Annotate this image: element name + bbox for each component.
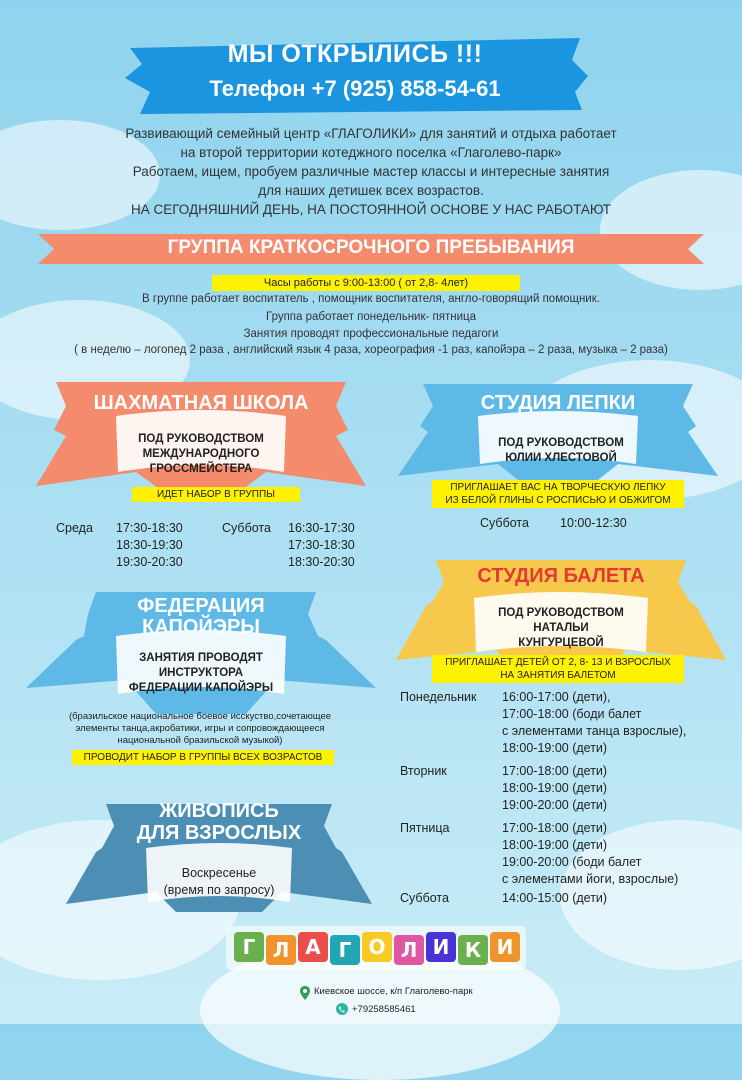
chess-time: 19:30-20:30 [116, 555, 183, 569]
ballet-time: 19:00-20:00 (боди балет [502, 855, 642, 869]
ballet-times [502, 763, 607, 814]
chess-lead [116, 432, 286, 477]
chess-lead-line: ГРОССМЕЙСТЕРА [149, 463, 253, 475]
painting-line: Воскресенье [181, 866, 257, 880]
logo-letter: И [490, 932, 520, 962]
header-title: МЫ ОТКРЫЛИСЬ !!! [227, 40, 483, 68]
capoeira-lead [116, 651, 286, 696]
ballet-lead-line: ПОД РУКОВОДСТВОМ [498, 607, 624, 619]
short-group-line: Занятия проводят профессиональные педагоги [243, 328, 499, 340]
capoeira-desc-line: (бразильское национальное боевое исскуство,сочетающее [68, 711, 332, 722]
chess-lead-line: ПОД РУКОВОДСТВОМ [138, 433, 264, 445]
ballet-time: 17:00-18:00 (боди балет [502, 707, 642, 721]
phone-icon [336, 1003, 348, 1015]
intro-line: Развивающий семейный центр «ГЛАГОЛИКИ» для занятий и отдыха работает [125, 126, 617, 141]
logo-letter: А [298, 932, 328, 962]
capoeira-lead-line: ФЕДЕРАЦИИ КАПОЙЭРЫ [128, 682, 274, 694]
ballet-lead [476, 606, 646, 651]
intro-line: Работаем, ищем, пробуем различные мастер классы и интересные занятия [132, 164, 610, 179]
ballet-time: 14:00-15:00 (дети) [502, 891, 608, 905]
ballet-time: 18:00-19:00 (дети) [502, 741, 608, 755]
capoeira-title-line: ФЕДЕРАЦИЯ [137, 595, 265, 617]
logo-letter: Л [266, 935, 296, 965]
ballet-tag [432, 655, 684, 683]
chess-day-wed: Среда [56, 521, 93, 535]
painting-title-line: ДЛЯ ВЗРОСЛЫХ [136, 822, 302, 844]
ballet-times [502, 890, 607, 907]
chess-time: 18:30-19:30 [116, 538, 183, 552]
ballet-day: Пятница [400, 821, 450, 835]
ballet-time: 18:00-19:00 (дети) [502, 781, 608, 795]
ballet-tag-line: ПРИГЛАШАЕТ ДЕТЕЙ ОТ 2, 8- 13 И ВЗРОСЛЫХ [445, 657, 671, 668]
logo-letter: О [362, 932, 392, 962]
short-group-line: ( в неделю – логопед 2 раза , английский язык 4 раза, хореография -1 раз, капойэра – 2 раза, музыка – 2 раза) [74, 344, 668, 356]
clay-tag-line: ИЗ БЕЛОЙ ГЛИНЫ С РОСПИСЬЮ И ОБЖИГОМ [445, 495, 671, 506]
short-group-title: ГРУППА КРАТКОСРОЧНОГО ПРЕБЫВАНИЯ [167, 237, 575, 258]
short-group-line: В группе работает воспитатель , помощник воспитателя, англо-говорящий помощник. [142, 293, 600, 305]
chess-title: ШАХМАТНАЯ ШКОЛА [93, 392, 309, 414]
clay-tag [432, 480, 684, 508]
ballet-time: с элементами йоги, взрослые) [502, 872, 679, 886]
ballet-title: СТУДИЯ БАЛЕТА [477, 565, 645, 587]
painting-info [126, 865, 312, 899]
capoeira-title [96, 596, 306, 638]
clay-lead-line: ПОД РУКОВОДСТВОМ [498, 437, 624, 449]
ballet-time: 17:00-18:00 (дети) [502, 764, 608, 778]
logo-letter: Г [330, 935, 360, 965]
clay-lead-line: ЮЛИИ ХЛЕСТОВОЙ [505, 452, 617, 464]
chess-time: 17:30-18:30 [116, 521, 183, 535]
ballet-lead-line: КУНГУРЦЕВОЙ [518, 637, 604, 649]
capoeira-title-line: КАПОЙЭРЫ [142, 616, 260, 638]
chess-lead-line: МЕЖДУНАРОДНОГО [142, 448, 260, 460]
ballet-tag-line: НА ЗАНЯТИЯ БАЛЕТОМ [500, 670, 616, 681]
clay-day: Суббота [480, 516, 529, 530]
ballet-time: с элементами танца взрослые), [502, 724, 687, 738]
clay-lead [476, 436, 646, 466]
footer-address: Киевское шоссе, к/п Глаголево-парк [314, 986, 473, 997]
clay-time: 10:00-12:30 [560, 516, 627, 530]
intro-heading: НА СЕГОДНЯШНИЙ ДЕНЬ, НА ПОСТОЯННОЙ ОСНОВЕ У НАС РАБОТАЮТ [130, 202, 612, 217]
capoeira-desc [30, 711, 370, 747]
capoeira-desc-line: элементы танца,акробатики, игры и сопровождающееся [75, 723, 325, 734]
capoeira-tag: ПРОВОДИТ НАБОР В ГРУППЫ ВСЕХ ВОЗРАСТОВ [72, 750, 334, 765]
chess-times-sat [288, 520, 355, 571]
ballet-times [502, 689, 686, 757]
ballet-time: 16:00-17:00 (дети), [502, 690, 611, 704]
ballet-lead-line: НАТАЛЬИ [533, 622, 589, 634]
ballet-times [502, 820, 678, 888]
chess-time: 18:30-20:30 [288, 555, 355, 569]
logo-letter: К [458, 935, 488, 965]
location-pin-icon [300, 986, 310, 1000]
chess-times-wed [116, 520, 183, 571]
painting-title-line: ЖИВОПИСЬ [159, 800, 279, 822]
painting-title [96, 800, 342, 844]
capoeira-desc-line: национальной бразильской музыкой) [117, 735, 283, 746]
ballet-day: Вторник [400, 764, 447, 778]
intro-line: на второй территории котеджного поселка «Глаголево-парк» [180, 145, 562, 160]
footer-phone: +79258585461 [352, 1004, 416, 1015]
chess-day-sat: Суббота [222, 521, 271, 535]
chess-tag: ИДЕТ НАБОР В ГРУППЫ [132, 487, 300, 502]
clay-tag-line: ПРИГЛАШАЕТ ВАС НА ТВОРЧЕСКУЮ ЛЕПКУ [450, 482, 666, 493]
painting-line: (время по запросу) [163, 883, 275, 897]
ballet-time: 19:00-20:00 (дети) [502, 798, 608, 812]
chess-time: 17:30-18:30 [288, 538, 355, 552]
capoeira-lead-line: ЗАНЯТИЯ ПРОВОДЯТ [139, 652, 263, 664]
header-phone: Телефон +7 (925) 858-54-61 [209, 76, 501, 101]
clay-title: СТУДИЯ ЛЕПКИ [480, 392, 636, 414]
logo-letter: Г [234, 932, 264, 962]
logo-letter: И [426, 932, 456, 962]
chess-time: 16:30-17:30 [288, 521, 355, 535]
ballet-time: 18:00-19:00 (дети) [502, 838, 608, 852]
short-group-line: Группа работает понедельник- пятница [265, 311, 477, 323]
capoeira-lead-line: ИНСТРУКТОРА [158, 667, 244, 679]
logo-letter: Л [394, 935, 424, 965]
short-group-hours: Часы работы с 9:00-13:00 ( от 2,8- 4лет) [212, 275, 520, 291]
ballet-day: Понедельник [400, 690, 477, 704]
ballet-day: Суббота [400, 891, 449, 905]
intro-line: для наших детишек всех возрастов. [258, 183, 484, 198]
ballet-time: 17:00-18:00 (дети) [502, 821, 608, 835]
